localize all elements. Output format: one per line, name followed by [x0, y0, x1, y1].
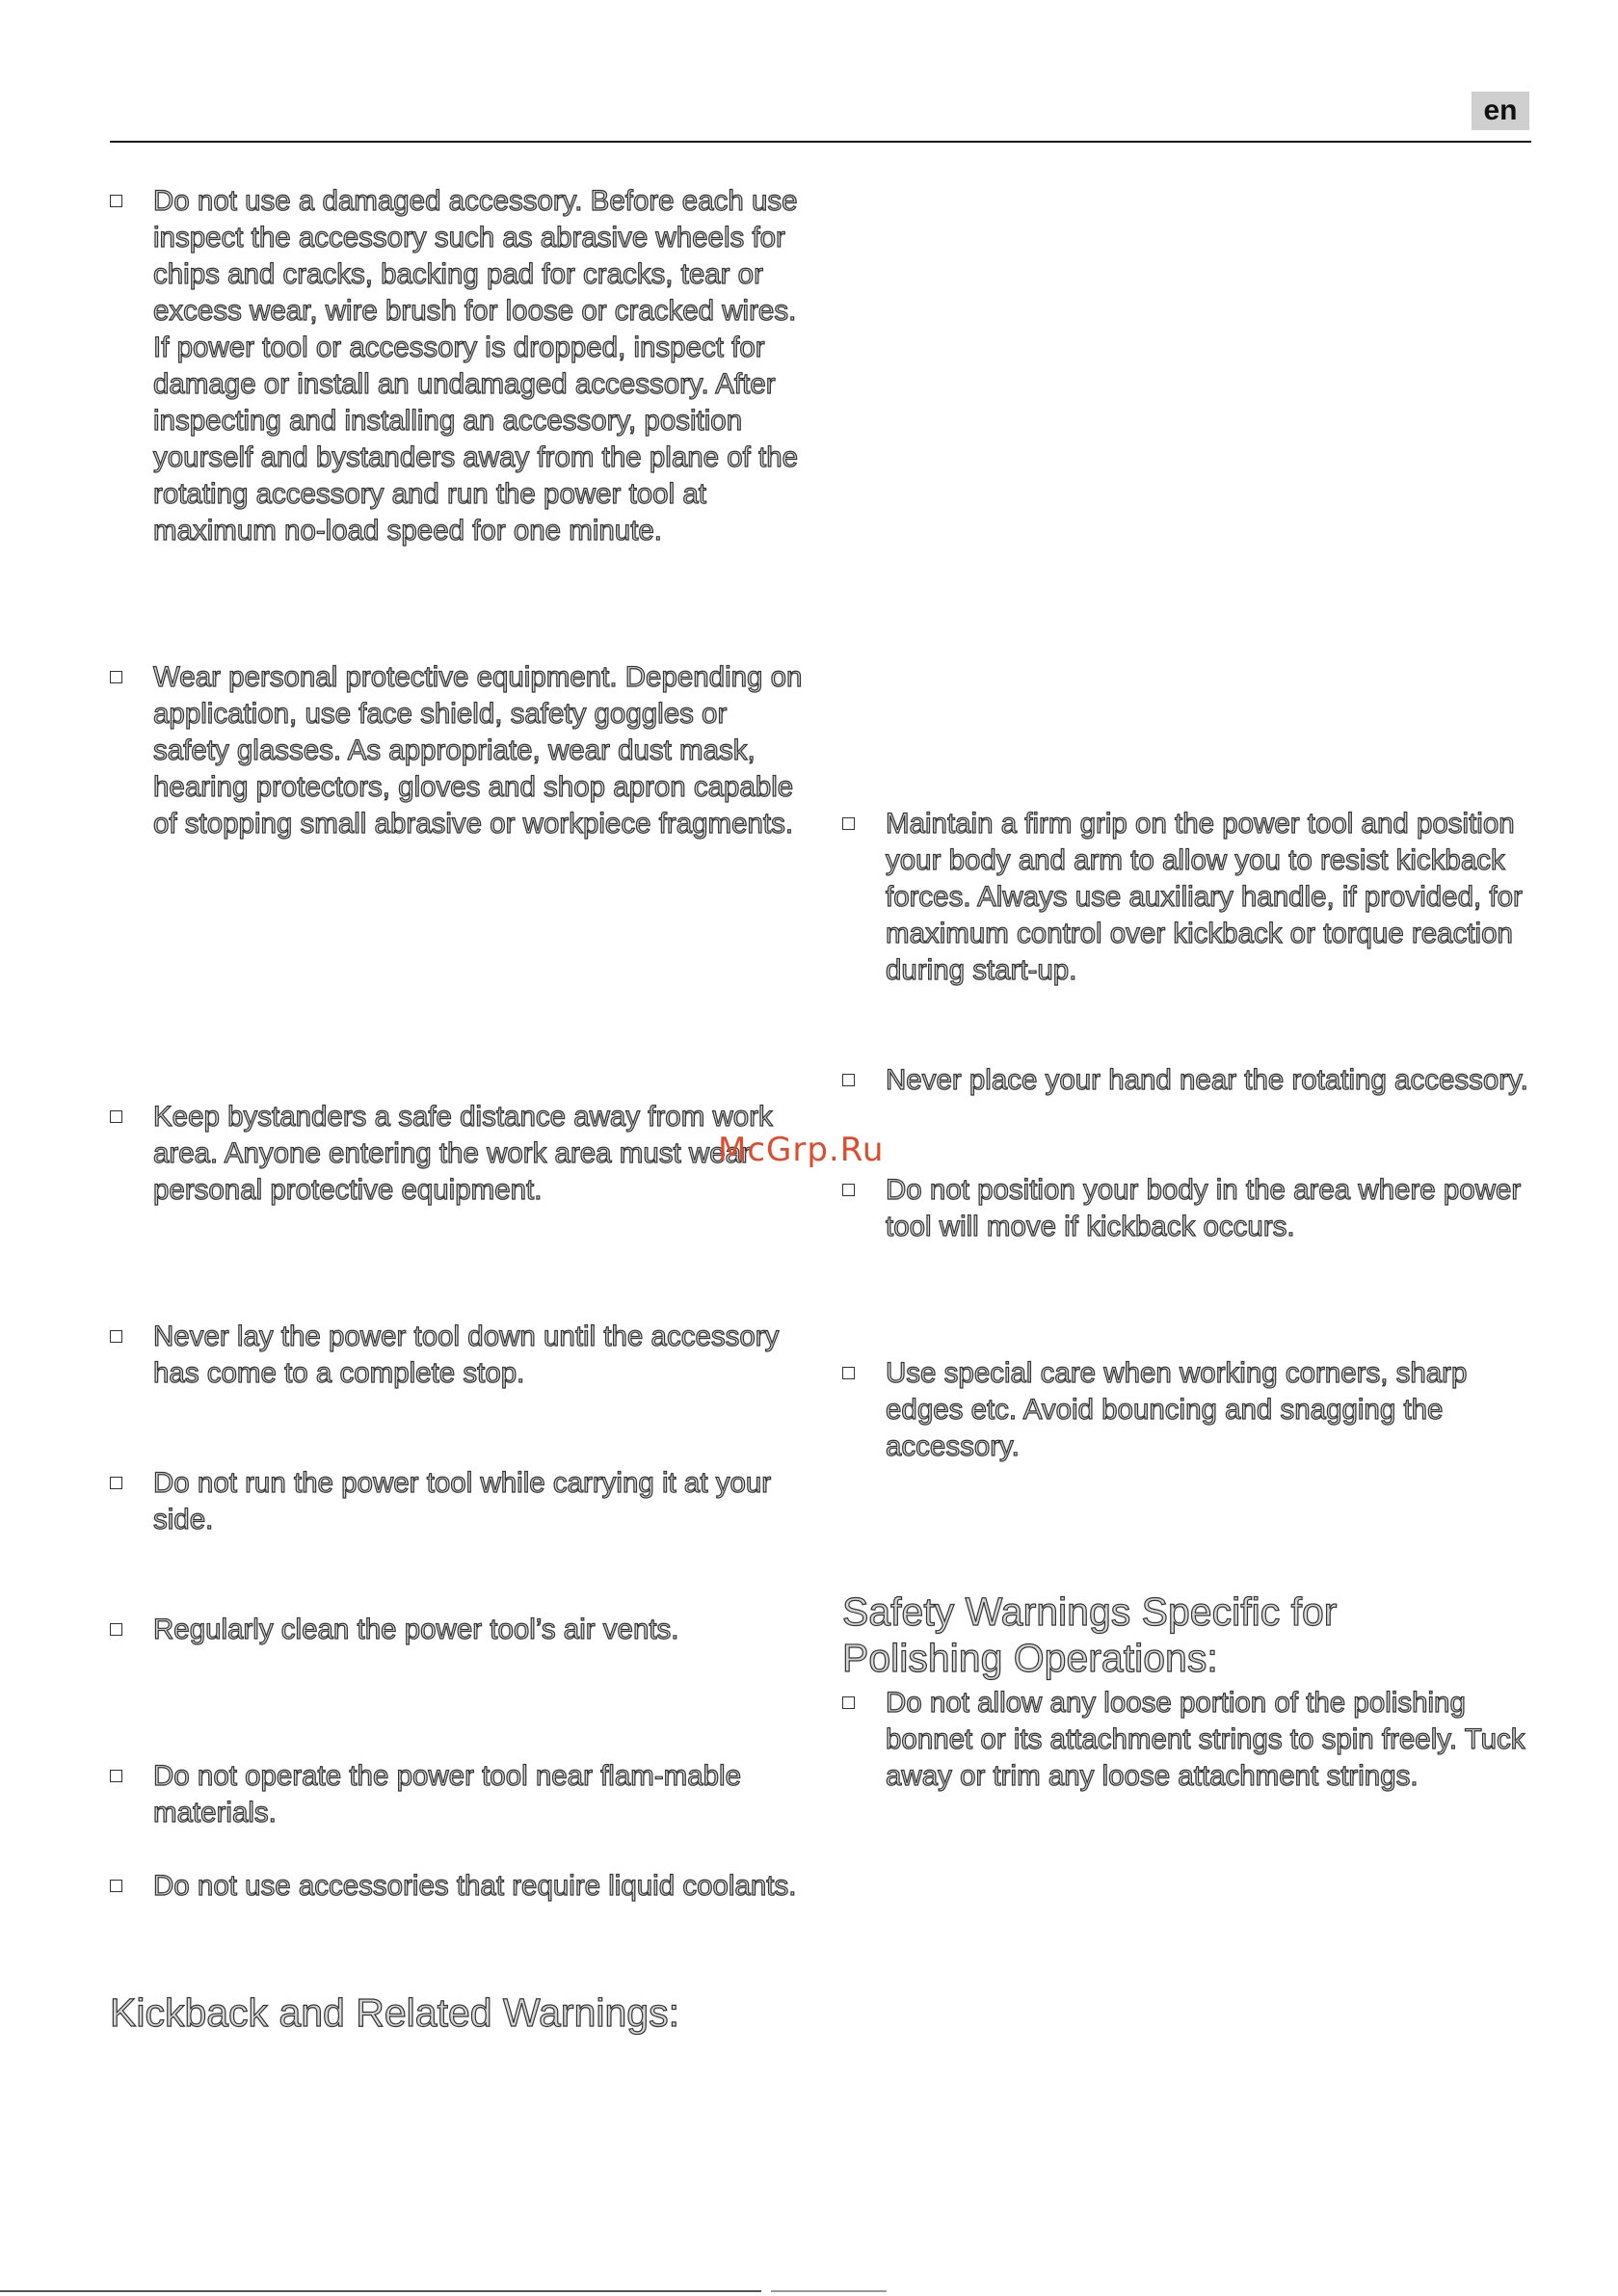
list-item	[110, 1465, 804, 1538]
list-item-text: Keep bystanders a safe distance away from work area. Anyone entering the work area must wear personal protective equipment.	[153, 1101, 773, 1206]
checkbox-square-icon	[842, 1184, 855, 1196]
list-item	[110, 1099, 804, 1209]
list-item	[110, 1612, 804, 1648]
language-badge: en	[1472, 92, 1529, 130]
section-heading-polishing: Safety Warnings Specific for Polishing Operations:	[842, 1589, 1338, 1680]
list-item	[110, 1319, 804, 1392]
checkbox-square-icon	[842, 1074, 855, 1086]
list-item	[110, 1758, 804, 1831]
list-item	[842, 1062, 1536, 1099]
checkbox-square-icon	[842, 1696, 855, 1709]
list-item-text: Do not use accessories that require liquid coolants.	[153, 1870, 797, 1902]
list-item-text: Use special care when working corners, sharp edges etc. Avoid bouncing and snagging the accessory.	[886, 1357, 1468, 1462]
checkbox-square-icon	[842, 1367, 855, 1379]
list-item	[110, 1868, 804, 1905]
header-rule	[110, 141, 1531, 143]
list-item	[110, 183, 804, 549]
checkbox-square-icon	[110, 1110, 122, 1123]
list-item	[110, 659, 804, 842]
checkbox-square-icon	[842, 817, 855, 830]
list-item	[842, 1355, 1536, 1465]
list-item-text: Never place your hand near the rotating accessory.	[886, 1064, 1528, 1096]
checkbox-square-icon	[110, 1477, 122, 1489]
list-item-text: Never lay the power tool down until the accessory has come to a complete stop.	[153, 1321, 780, 1389]
list-item-text: Wear personal protective equipment. Depending on application, use face shield, safety goggles or safety glasses. As appropriate, wear dust mask, hearing protectors, gloves and shop apron capable of stopping small abrasive or workpiece fragments.	[153, 661, 803, 840]
checkbox-square-icon	[110, 1770, 122, 1782]
checkbox-square-icon	[110, 1880, 122, 1892]
checkbox-square-icon	[110, 195, 122, 207]
list-item-text: Do not use a damaged accessory. Before each use inspect the accessory such as abrasive wheels for chips and cracks, backing pad for cracks, tear or excess wear, wire brush for loose or cracked wires. If power tool or accessory is dropped, inspect for damage or install an undamaged accessory. After inspecting and installing an accessory, position yourself and bystanders away from the plane of the rotating accessory and run the power tool at maximum no-load speed for one minute.	[153, 185, 799, 547]
list-item-text: Do not operate the power tool near flam-mable materials.	[153, 1760, 742, 1829]
list-item-text: Do not allow any loose portion of the polishing bonnet or its attachment strings to spin freely. Tuck away or trim any loose attachment strings.	[886, 1687, 1525, 1792]
list-item-text: Regularly clean the power tool’s air vents.	[153, 1614, 679, 1645]
watermark: McGrp.Ru	[718, 1131, 885, 1169]
list-item-text: Maintain a firm grip on the power tool and position your body and arm to allow you to resist kickback forces. Always use auxiliary handle, if provided, for maximum control over kickback or torque reaction during start-up.	[886, 808, 1523, 986]
list-item-text: Do not run the power tool while carrying it at your side.	[153, 1467, 772, 1535]
section-heading-kickback: Kickback and Related Warnings:	[110, 1990, 679, 2035]
checkbox-square-icon	[110, 1330, 122, 1343]
checkbox-square-icon	[110, 1623, 122, 1636]
list-item	[842, 1172, 1536, 1245]
footer-rule	[0, 2290, 761, 2292]
checkbox-square-icon	[110, 671, 122, 683]
list-item	[842, 806, 1536, 989]
list-item-text: Do not position your body in the area where power tool will move if kickback occurs.	[886, 1174, 1522, 1242]
list-item	[842, 1685, 1536, 1795]
footer-rule-secondary	[771, 2290, 887, 2292]
